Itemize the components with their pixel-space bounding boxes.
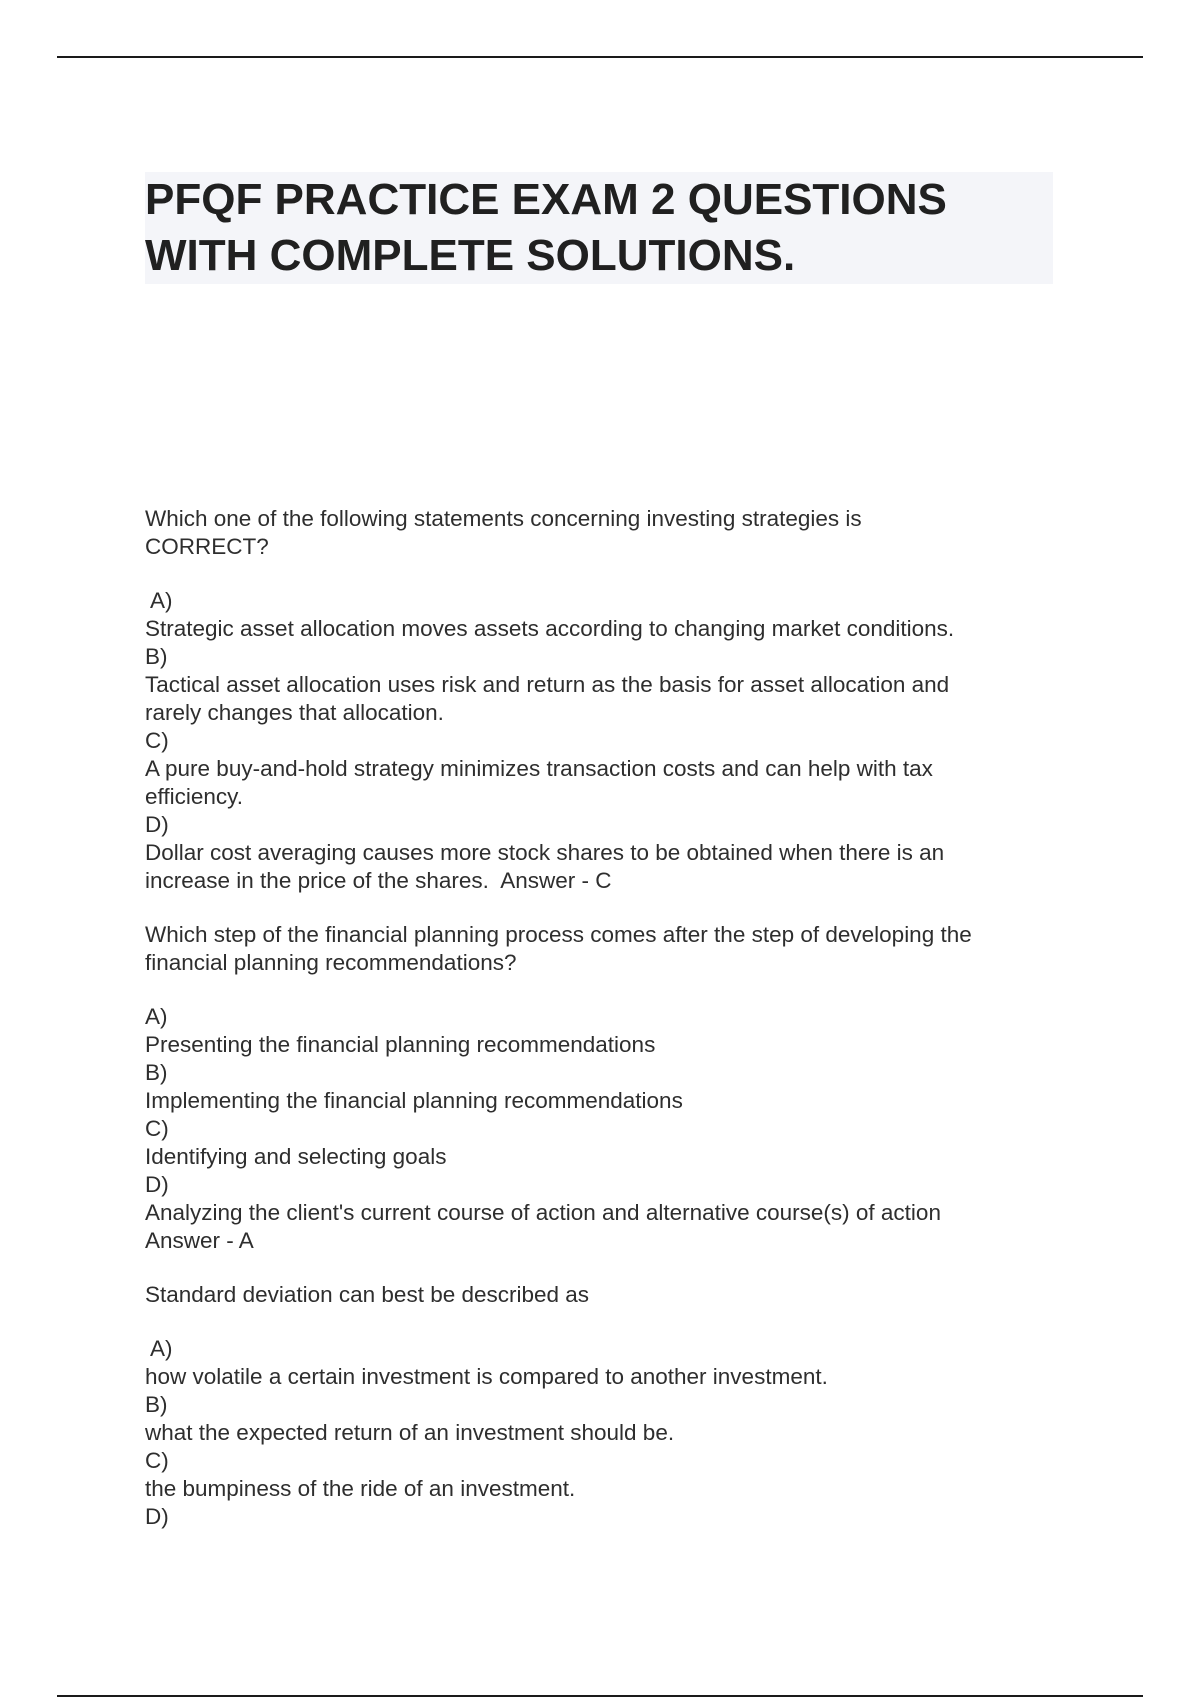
option-text: Tactical asset allocation uses risk and return as the basis for asset allocation and: [145, 672, 950, 697]
option-text: how volatile a certain investment is compared to another investment.: [145, 1364, 828, 1389]
option-text-with-answer: Answer - A: [145, 1228, 254, 1253]
option-text: Dollar cost averaging causes more stock shares to be obtained when there is an: [145, 840, 945, 865]
title-line-2: WITH COMPLETE SOLUTIONS.: [145, 231, 796, 280]
question-2: [145, 921, 1075, 1255]
option-text: Analyzing the client's current course of action and alternative course(s) of action: [145, 1200, 941, 1225]
option-text: A pure buy-and-hold strategy minimizes transaction costs and can help with tax: [145, 756, 933, 781]
option-text: Strategic asset allocation moves assets according to changing market conditions.: [145, 616, 955, 641]
top-rule: [57, 56, 1143, 58]
option-text: rarely changes that allocation.: [145, 700, 444, 725]
option-letter-c: C): [145, 1116, 169, 1141]
question-stem-line: Standard deviation can best be described as: [145, 1282, 590, 1307]
option-letter-a: A): [145, 588, 173, 613]
option-letter-c: C): [145, 1448, 169, 1473]
bottom-rule: [57, 1695, 1143, 1697]
option-letter-a: A): [145, 1336, 173, 1361]
question-list: [145, 505, 1075, 1531]
title-line-1: PFQF PRACTICE EXAM 2 QUESTIONS: [145, 175, 947, 224]
option-letter-b: B): [145, 644, 168, 669]
option-letter-b: B): [145, 1060, 168, 1085]
option-text: what the expected return of an investment should be.: [145, 1420, 675, 1445]
option-letter-d: D): [145, 1172, 169, 1197]
option-letter-c: C): [145, 728, 169, 753]
question-stem-line: Which one of the following statements concerning investing strategies is: [145, 506, 862, 531]
option-text: Identifying and selecting goals: [145, 1144, 447, 1169]
option-letter-d: D): [145, 1504, 169, 1529]
question-stem-line: financial planning recommendations?: [145, 950, 517, 975]
question-stem-line: Which step of the financial planning process comes after the step of developing the: [145, 922, 972, 947]
option-letter-d: D): [145, 812, 169, 837]
page-title: [145, 172, 1053, 284]
option-text: Presenting the financial planning recommendations: [145, 1032, 656, 1057]
option-letter-b: B): [145, 1392, 168, 1417]
option-text: efficiency.: [145, 784, 243, 809]
question-1: [145, 505, 1075, 895]
option-text: the bumpiness of the ride of an investment.: [145, 1476, 576, 1501]
option-text-with-answer: increase in the price of the shares. Answer - C: [145, 868, 612, 893]
option-text: Implementing the financial planning recommendations: [145, 1088, 683, 1113]
question-3: [145, 1281, 1075, 1531]
option-letter-a: A): [145, 1004, 168, 1029]
question-stem-line: CORRECT?: [145, 534, 269, 559]
